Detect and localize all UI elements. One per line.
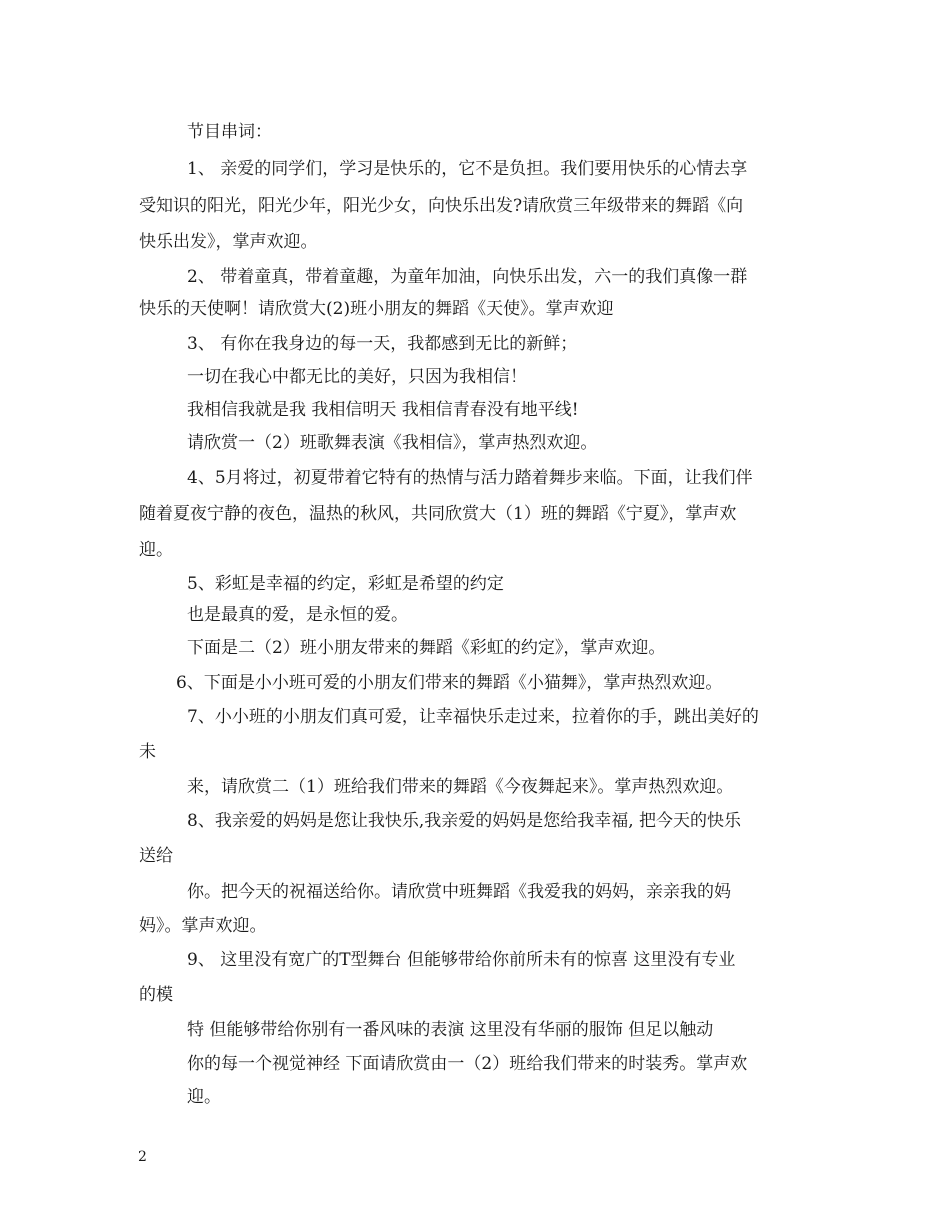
text-line: 你。把今天的祝福送给你。请欣赏中班舞蹈《我爱我的妈妈，亲亲我的妈 [187,882,731,902]
text-line: 随着夏夜宁静的夜色，温热的秋风，共同欣赏大（1）班的舞蹈《宁夏》，掌声欢 [139,504,737,524]
text-line: 9、 这里没有宽广的T型舞台 但能够带给你前所未有的惊喜 这里没有专业 [187,950,736,970]
text-line: 6、下面是小小班可爱的小朋友们带来的舞蹈《小猫舞》，掌声热烈欢迎。 [176,673,723,693]
page-number: 2 [138,1149,147,1165]
text-line: 的模 [139,985,173,1005]
text-line: 迎。 [187,1087,221,1107]
text-line: 快乐出发》，掌声欢迎。 [139,232,318,252]
text-line: 请欣赏一（2）班歌舞表演《我相信》，掌声热烈欢迎。 [187,433,598,453]
text-line: 快乐的天使啊！请欣赏大(2)班小朋友的舞蹈《天使》。掌声欢迎 [139,299,614,319]
text-line: 一切在我心中都无比的美好，只因为我相信！ [187,367,527,387]
text-line: 5、彩虹是幸福的约定，彩虹是希望的约定 [187,574,504,594]
text-line: 4、5月将过，初夏带着它特有的热情与活力踏着舞步来临。下面，让我们伴 [187,468,753,488]
text-line: 7、小小班的小朋友们真可爱，让幸福快乐走过来，拉着你的手，跳出美好的 [187,707,759,727]
text-line: 受知识的阳光，阳光少年，阳光少女，向快乐出发?请欣赏三年级带来的舞蹈《向 [139,196,744,216]
text-line: 特 但能够带给你别有一番风味的表演 这里没有华丽的服饰 但足以触动 [187,1020,714,1040]
text-line: 3、 有你在我身边的每一天，我都感到无比的新鲜； [187,334,578,354]
text-line: 我相信我就是我 我相信明天 我相信青春没有地平线! [187,400,579,420]
text-line: 也是最真的爱，是永恒的爱。 [187,605,408,625]
text-line: 迎。 [139,540,173,560]
text-line: 2、 带着童真，带着童趣，为童年加油，向快乐出发，六一的我们真像一群 [187,267,748,287]
text-line: 送给 [139,846,173,866]
text-line: 未 [139,742,156,762]
text-line: 1、 亲爱的同学们，学习是快乐的，它不是负担。我们要用快乐的心情去享 [187,159,748,179]
section-heading: 节目串词： [187,122,272,142]
text-line: 妈》。掌声欢迎。 [139,916,267,936]
text-line: 来，请欣赏二（1）班给我们带来的舞蹈《今夜舞起来》。掌声热烈欢迎。 [187,777,734,797]
text-line: 下面是二（2）班小朋友带来的舞蹈《彩虹的约定》，掌声欢迎。 [187,638,666,658]
text-line: 你的每一个视觉神经 下面请欣赏由一（2）班给我们带来的时装秀。掌声欢 [187,1054,748,1074]
text-line: 8、我亲爱的妈妈是您让我快乐,我亲爱的妈妈是您给我幸福, 把今天的快乐 [187,811,742,831]
